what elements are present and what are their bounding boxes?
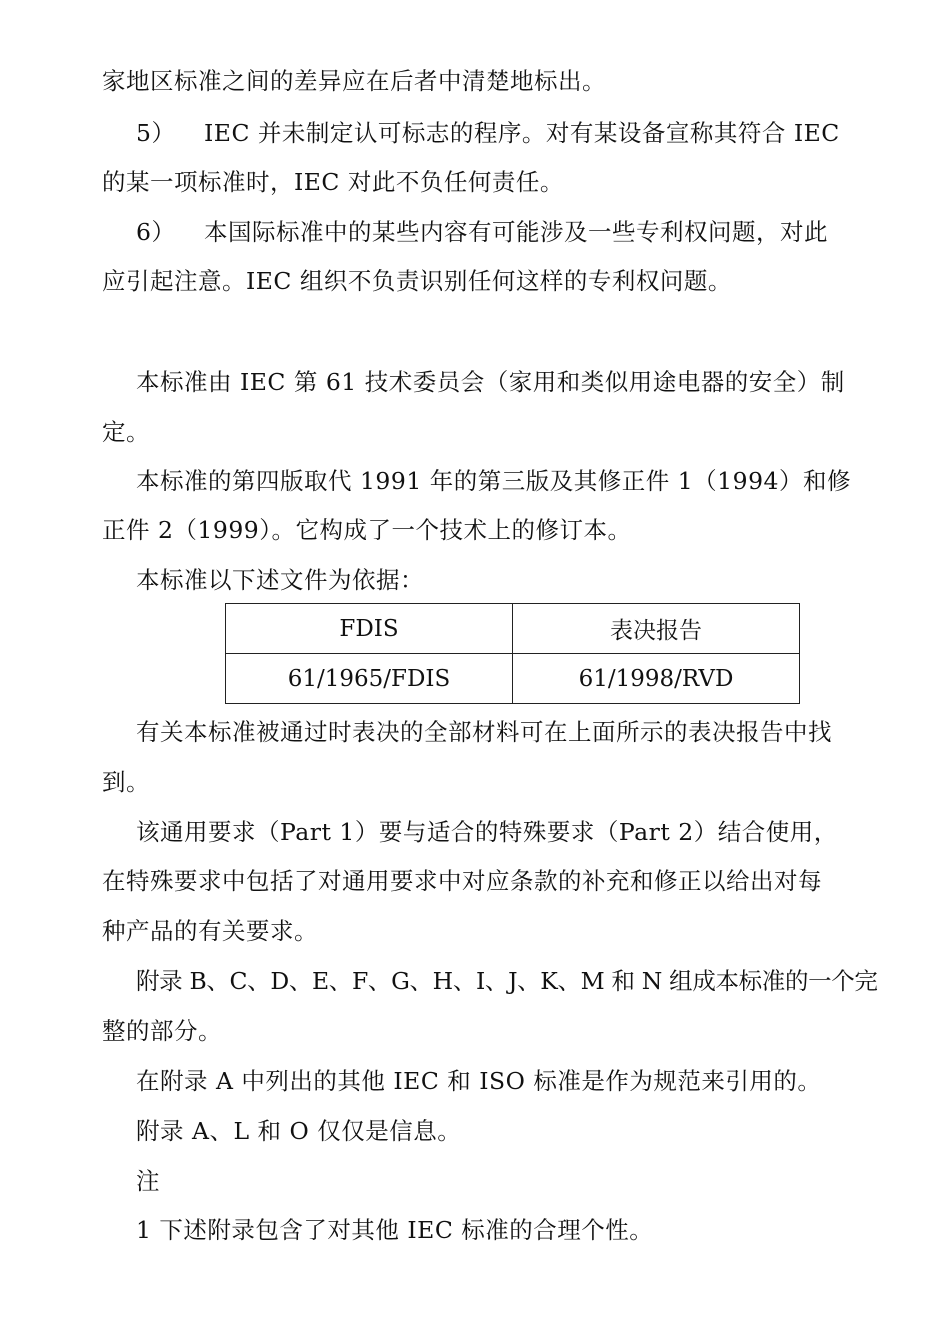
note-item: 1 下述附录包含了对其他 IEC 标准的合理个性。 — [136, 1216, 654, 1244]
paragraph-line: 到。 — [102, 768, 150, 796]
paragraph-line: 应引起注意。IEC 组织不负责识别任何这样的专利权问题。 — [102, 267, 732, 295]
paragraph-line: 正件 2（1999）。它构成了一个技术上的修订本。 — [102, 516, 632, 544]
paragraph-line: 本标准以下述文件为依据： — [136, 566, 424, 594]
voting-documents-table — [225, 603, 800, 704]
table-header-cell: 表决报告 — [513, 604, 800, 654]
paragraph-line: 附录 A、L 和 O 仅仅是信息。 — [136, 1117, 462, 1145]
paragraph-line: 家地区标准之间的差异应在后者中清楚地标出。 — [102, 67, 606, 95]
paragraph-line: 种产品的有关要求。 — [102, 917, 318, 945]
list-item-number: 5） — [136, 119, 176, 147]
paragraph-line: 该通用要求（Part 1）要与适合的特殊要求（Part 2）结合使用， — [136, 818, 838, 846]
paragraph-line: 本标准的第四版取代 1991 年的第三版及其修正件 1（1994）和修 — [136, 467, 851, 495]
paragraph-line: 本标准由 IEC 第 61 技术委员会（家用和类似用途电器的安全）制 — [136, 368, 845, 396]
paragraph-line: 定。 — [102, 418, 150, 446]
paragraph-line: 在附录 A 中列出的其他 IEC 和 ISO 标准是作为规范来引用的。 — [136, 1067, 822, 1095]
paragraph-line: 整的部分。 — [102, 1017, 222, 1045]
table-header-cell: FDIS — [226, 604, 513, 654]
paragraph-line: 附录 B、C、D、E、F、G、H、I、J、K、M 和 N 组成本标准的一个完 — [136, 967, 878, 995]
list-item-text: 本国际标准中的某些内容有可能涉及一些专利权问题，对此 — [204, 218, 828, 246]
paragraph-line: 的某一项标准时，IEC 对此不负任何责任。 — [102, 168, 564, 196]
paragraph-line: 在特殊要求中包括了对通用要求中对应条款的补充和修正以给出对每 — [102, 867, 822, 895]
list-item-5 — [136, 118, 840, 148]
table-cell: 61/1998/RVD — [513, 654, 800, 704]
list-item-6 — [136, 217, 828, 247]
table-header-row — [226, 604, 800, 654]
list-item-text: IEC 并未制定认可标志的程序。对有某设备宣称其符合 IEC — [204, 119, 840, 147]
note-heading: 注 — [136, 1167, 160, 1195]
table-row — [226, 654, 800, 704]
paragraph-line: 有关本标准被通过时表决的全部材料可在上面所示的表决报告中找 — [136, 718, 832, 746]
table-cell: 61/1965/FDIS — [226, 654, 513, 704]
list-item-number: 6） — [136, 218, 176, 246]
